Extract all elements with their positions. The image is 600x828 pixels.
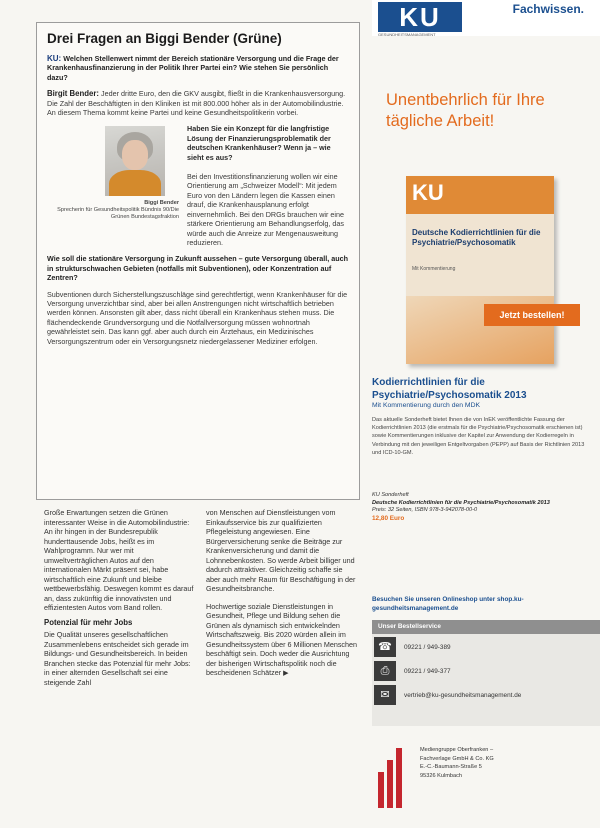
book-logo: KU <box>412 180 444 205</box>
portrait-photo <box>105 126 165 196</box>
publisher-logo-icon <box>378 748 406 808</box>
phone-number: 09221 / 949-389 <box>404 643 451 651</box>
ad-hero <box>372 90 600 320</box>
phone-icon: ☎ <box>374 637 396 657</box>
article-subheading: Potenzial für mehr Jobs <box>44 617 133 627</box>
interview-box <box>36 22 360 500</box>
portrait-box <box>47 124 183 254</box>
product-description: Das aktuelle Sonderheft bietet Ihnen die von InEK veröffentlichte Fassung der Kodierrichtlinien 2013 (die erstmals für die Psychiatrie/Psychosomatik erschienen ist) sowie Kommentierungen inklusive der Kapitel zur Anwendung der Kodierregeln in Verbindung mit den jeweiligen Entgeltvorgaben (PEPP) auf Basis der Richtlinien 2013 und ICD-10-GM. <box>372 417 585 456</box>
ad-header <box>372 0 600 36</box>
article-column-2: von Menschen auf Dienstleistungen vom Einkaufsservice bis zur qualifizierten Pflegeleistung angewiesen. Eine Bürgerversicherung senke die Beiträge zur Krankenversicherung und damit die Lohnnebenkosten. So werde Arbeit billiger und dadurch attraktiver. Gleichzeitig schaffe sie aber auch mehr Raum für Beschäftigung in der Gesundheitsbranche. Hochwertige soziale Dienstleistungen in Gesundheit, Pflege und Bildung sehen die Grünen als dynamisch sich entwickelnden Wirtschaftszweig. Bis 2020 würden allein im Gesundheitssystem über 6 Millionen Menschen beschäftigt sein. Doch weder die Ausrichtung der bisherigen Wirtschaftspolitik noch die bescheidenen Schätzer ▶ <box>206 508 358 677</box>
book-cover[interactable] <box>406 176 554 364</box>
answer-3: Subventionen durch Sicherstellungszuschläge sind gerechtfertigt, wenn Krankenhäuser für die Versorgung unverzichtbar sind, aber bei allen Anstrengungen nicht wirtschaftlich betrieben werden können. Ansonsten gilt aber, dass nicht überall ein Krankenhaus stehen muss. Die flächendeckende Grundversorgung und die Notfallversorgung müssen wohnortnah gewährleistet sein. Das kann ggf. aber auch durch ein Ärztehaus, ein Medizinisches Versorgungszentrum oder ein Versorgungsnetz niedergelassener Mediziner erfolgen. <box>47 289 348 346</box>
envelope-icon: ✉ <box>374 685 396 705</box>
email-row[interactable] <box>372 684 600 706</box>
email-address: vertrieb@ku-gesundheitsmanagement.de <box>404 691 522 699</box>
fax-row[interactable] <box>372 660 600 682</box>
order-now-button[interactable]: Jetzt bestellen! <box>484 304 580 326</box>
question-2: Haben Sie ein Konzept für die langfristige Lösung der Finanzierungsproblematik der deutschen Krankenhäuser? Wenn ja – wie sieht es aus? Bei den Investitionsfinanzierung wollen wir eine Orientierung am „Schweizer Modell“: Mit jedem Euro von den Ländern legen die Kassen einen drauf, die Krankenhausplanung erfolgt einvernehmlich. Bei den DRGs brauchen wir eine stärkere Orientierung am Behandlungserfolg, das würde auch die Anreize zur Mengenausweitung reduzieren. <box>183 124 349 254</box>
interview-title: Drei Fragen an Biggi Bender (Grüne) <box>47 31 282 46</box>
order-service-panel <box>372 620 600 726</box>
book-subtitle: Mit Kommentierung <box>412 266 456 272</box>
publisher-block <box>372 742 600 822</box>
order-service-heading: Unser Bestellservice <box>372 620 600 634</box>
publisher-address: Mediengruppe Oberfranken – Fachverlage GmbH & Co. KG E.-C.-Baumann-Straße 5 95326 Kulmbach <box>420 747 494 779</box>
ku-logo-tagline: GESUNDHEITSMANAGEMENT <box>378 32 436 37</box>
advertisement <box>372 0 600 828</box>
speaker-name: Birgit Bender: <box>47 89 99 99</box>
answer-1: Birgit Bender: Jeder dritte Euro, den die GKV ausgibt, fließt in die Krankenhausversorgung. Die Zahl der Beschäftigten in den Kliniken ist mit 800.000 höher als in der Automobilindustrie. An diesem Thema kommt keine Partei und keine Gesundheitspolitikerin vorbei. <box>47 89 346 118</box>
ku-logo: KU <box>378 2 462 32</box>
question-3: Wie soll die stationäre Versorgung in Zukunft aussehen – gute Versorgung überall, auch in strukturschwachen Gebieten (notfalls mit Subventionen), oder Konzentration auf Zentren? <box>47 254 349 283</box>
product-meta: KU Sonderheft Deutsche Kodierrichtlinien für die Psychiatrie/Psychosomatik 2013 Preis: 32 Seiten, ISBN 978-3-942078-00-0 12,80 Euro <box>372 492 590 522</box>
hero-line-1: Unentbehrlich für Ihre <box>386 91 545 109</box>
shop-link[interactable]: Besuchen Sie unseren Onlineshop unter shop.ku-gesundheitsmanagement.de <box>372 596 524 612</box>
book-title: Deutsche Kodierrichtlinien für die Psychiatrie/Psychosomatik <box>412 228 541 247</box>
photo-question-row <box>47 124 349 254</box>
fachwissen-label: Fachwissen. <box>512 2 584 16</box>
portrait-caption: Biggi Bender Sprecherin für Gesundheitspolitik Bündnis 90/Die Grünen Bundestagsfraktion <box>57 200 179 221</box>
fax-number: 09221 / 949-377 <box>404 667 451 675</box>
phone-row[interactable] <box>372 636 600 658</box>
hero-line-2: tägliche Arbeit! <box>386 112 495 130</box>
product-title: Kodierrichtlinien für die Psychiatrie/Psychosomatik 2013 <box>372 377 527 401</box>
question-1: KU: Welchen Stellenwert nimmt der Bereich stationäre Versorgung und die Frage der Krankenhausfinanzierung in der Politik Ihrer Partei ein? Wie stehen Sie persönlich dazu? <box>47 54 339 82</box>
ku-tag: KU: <box>47 54 62 63</box>
article-column-1: Große Erwartungen setzen die Grünen interessanter Weise in die Automobilindustrie: An ihr hingen in der Bundesrepublik hunderttausende Jobs, heißt es im Wahlprogramm. Nur wer mit umweltverträglichen Autos auf den internationalen Märkt präsent sei, habe wirtschaftlich eine Zukunft und bleibe wettbewerbsfähig. Deswegen kommt es darauf an, dass zukünftig die innovativsten und effizientesten Autos vom Band rollen. Potenzial für mehr Jobs Die Qualität unseres gesellschaftlichen Zusammenlebens entscheidet sich gerade im Bildungs- und Gesundheitsbereich. In beiden Branchen stecke das Potenzial für mehr Jobs: in einer alternden Gesellschaft sei eine steigende Zahl <box>44 508 196 687</box>
product-price: 12,80 Euro <box>372 514 405 522</box>
answer-2: Bei den Investitionsfinanzierung wollen wir eine Orientierung am „Schweizer Modell“: Mit jedem Euro von den Ländern legen die Kassen einen drauf, die Krankenhausplanung erfolgt einvernehmlich. Bei den DRGs brauchen wir eine stärkere Orientierung am Behandlungserfolg, das würde auch die Anreize zur Mengenausweitung reduzieren. <box>187 172 345 247</box>
product-subtitle: Mit Kommentierung durch den MDK <box>372 402 481 409</box>
fax-icon: ⎙ <box>374 661 396 681</box>
